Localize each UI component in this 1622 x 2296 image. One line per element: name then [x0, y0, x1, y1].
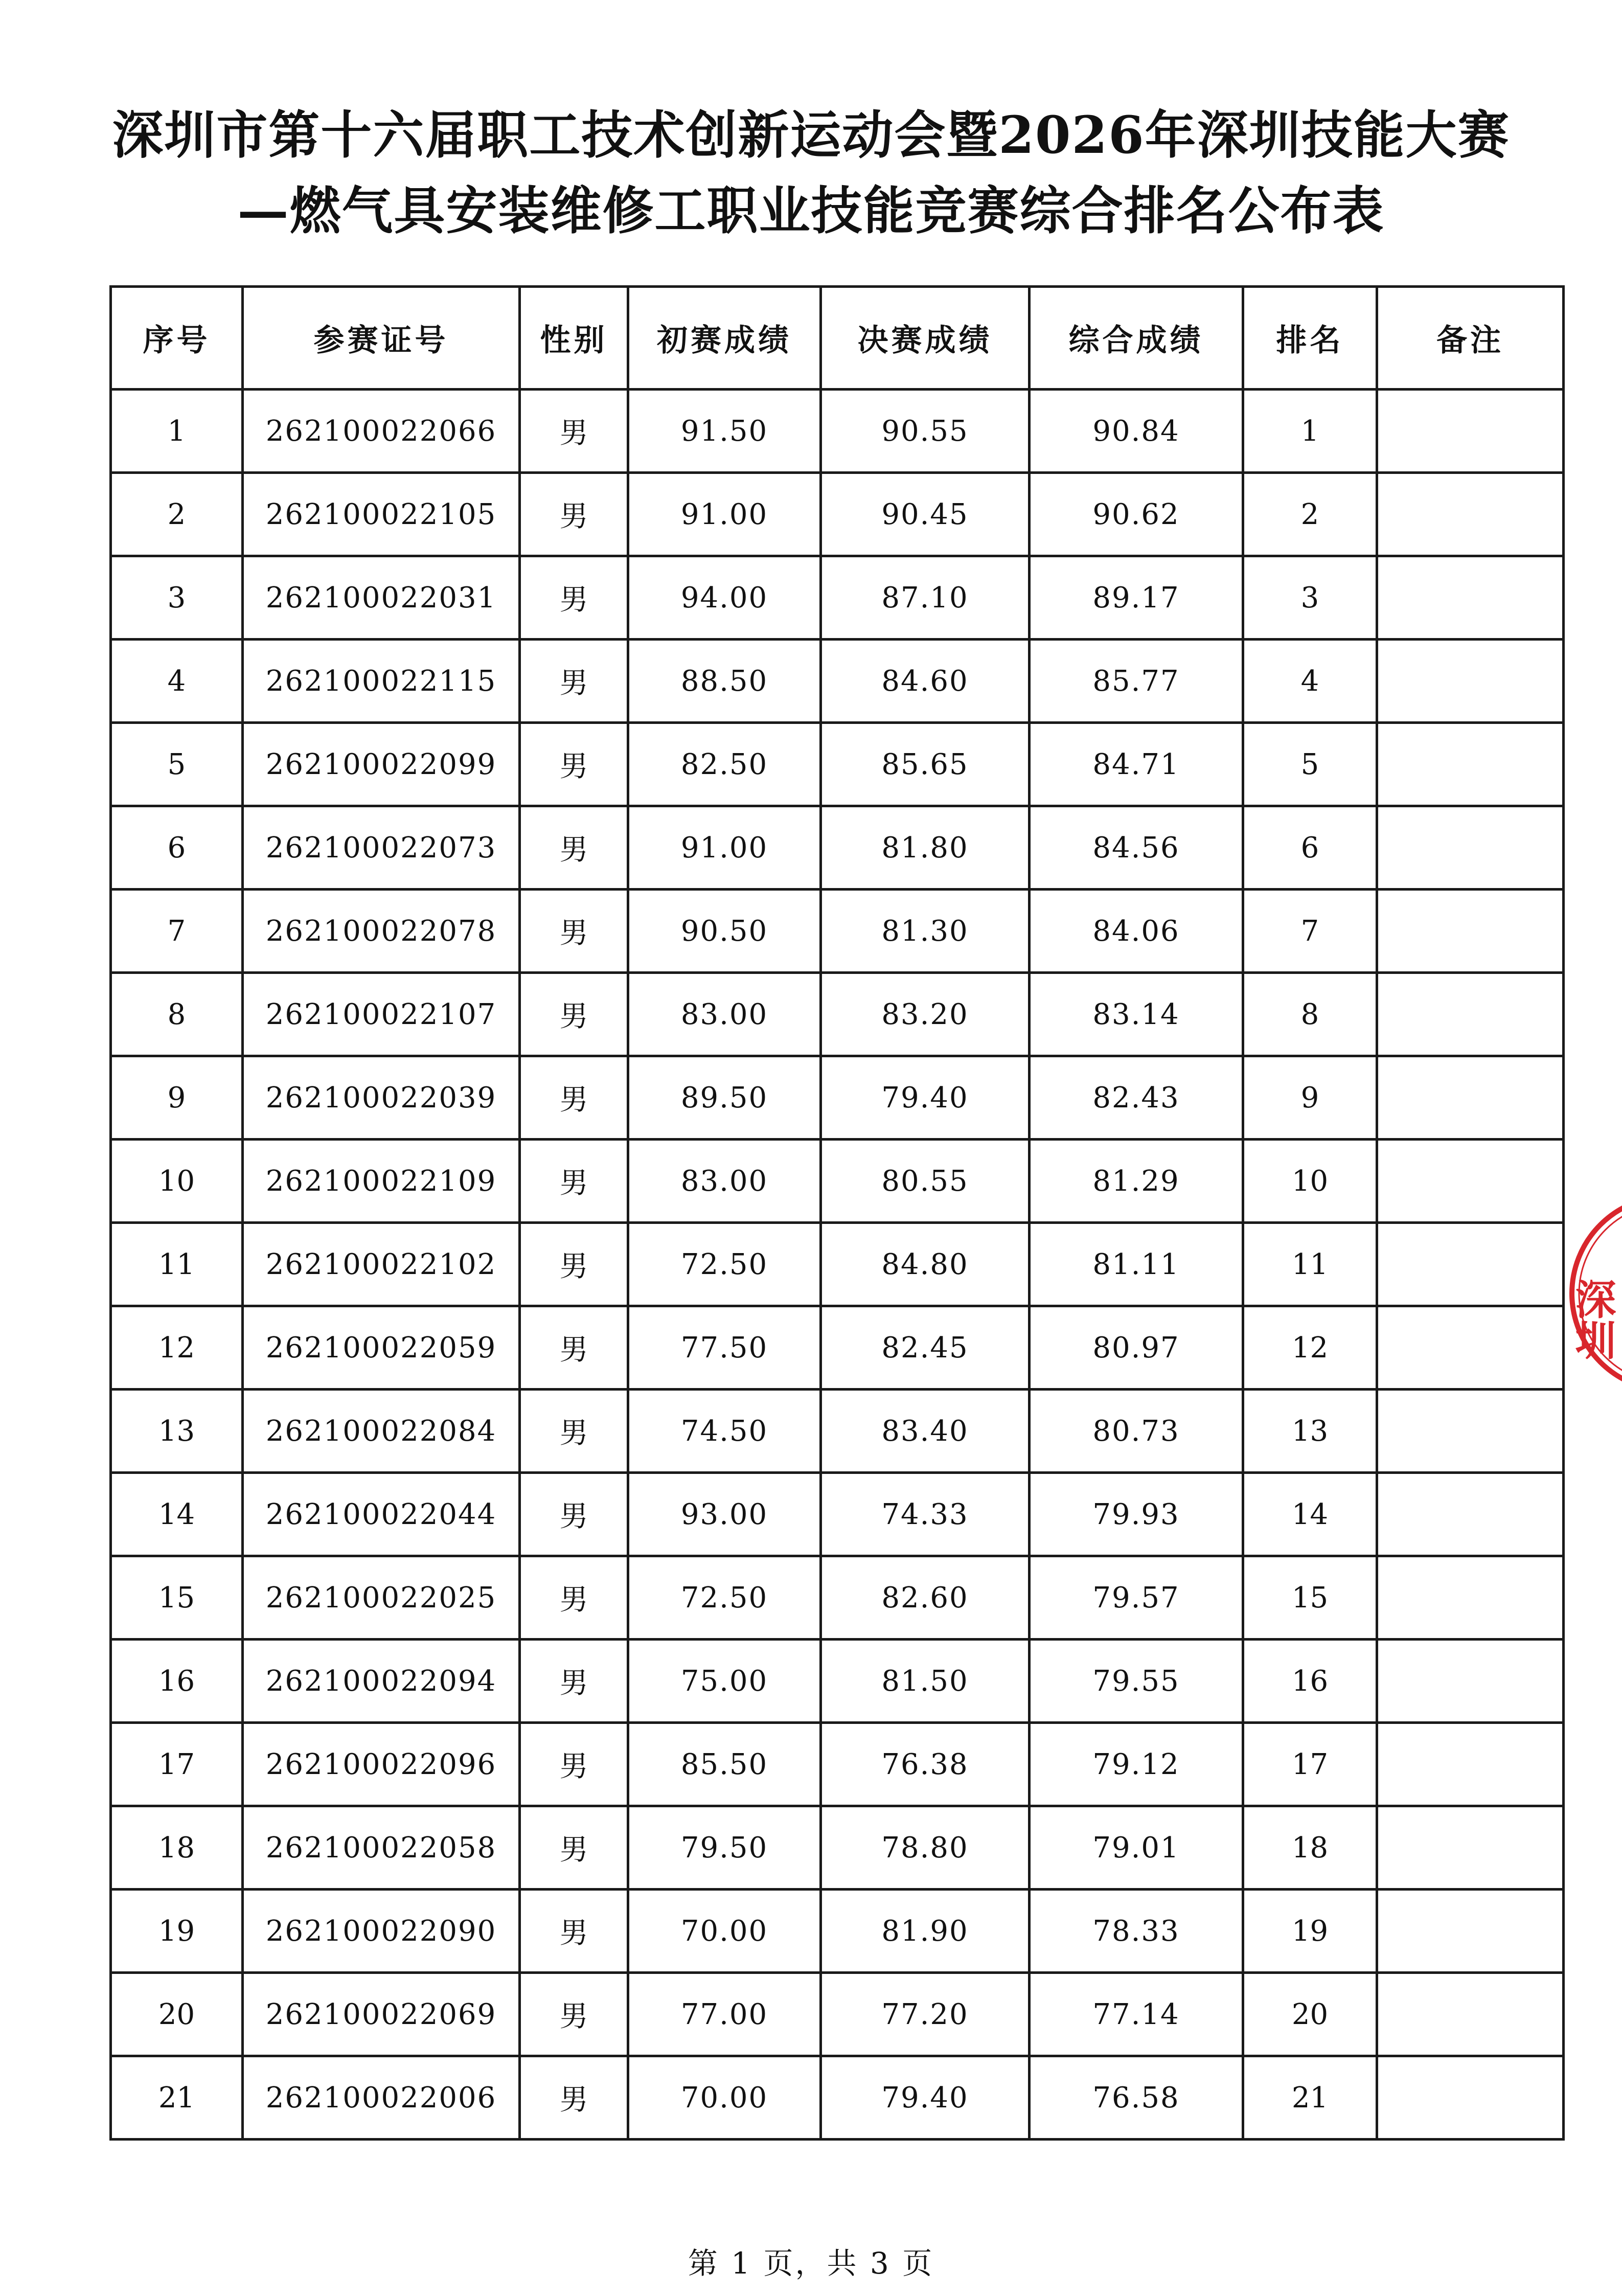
svg-text:深圳: 深圳 — [1568, 1278, 1616, 1360]
cell-final-score: 81.50 — [821, 1640, 1030, 1723]
cell-remarks — [1377, 1140, 1564, 1223]
table-row — [111, 1723, 1564, 1806]
ranking-table — [109, 285, 1565, 2141]
cell-gender: 男 — [520, 556, 628, 640]
cell-preliminary-score: 83.00 — [628, 1140, 821, 1223]
cell-index: 19 — [111, 1890, 243, 1973]
cell-entry-number: 262100022025 — [243, 1556, 520, 1640]
cell-rank: 12 — [1243, 1306, 1377, 1390]
cell-gender: 男 — [520, 2056, 628, 2140]
cell-index: 8 — [111, 973, 243, 1056]
cell-remarks — [1377, 806, 1564, 890]
cell-remarks — [1377, 1390, 1564, 1473]
cell-remarks — [1377, 473, 1564, 556]
cell-entry-number: 262100022039 — [243, 1056, 520, 1140]
cell-index: 18 — [111, 1806, 243, 1890]
table-row — [111, 1473, 1564, 1556]
cell-overall-score: 76.58 — [1030, 2056, 1243, 2140]
cell-rank: 9 — [1243, 1056, 1377, 1140]
cell-preliminary-score: 82.50 — [628, 723, 821, 806]
table-row — [111, 723, 1564, 806]
cell-entry-number: 262100022102 — [243, 1223, 520, 1306]
cell-index: 17 — [111, 1723, 243, 1806]
cell-remarks — [1377, 640, 1564, 723]
table-row — [111, 1556, 1564, 1640]
cell-rank: 15 — [1243, 1556, 1377, 1640]
cell-final-score: 74.33 — [821, 1473, 1030, 1556]
cell-preliminary-score: 91.00 — [628, 473, 821, 556]
cell-rank: 17 — [1243, 1723, 1377, 1806]
cell-entry-number: 262100022109 — [243, 1140, 520, 1223]
column-header: 参赛证号 — [243, 287, 520, 390]
cell-gender: 男 — [520, 1640, 628, 1723]
cell-preliminary-score: 72.50 — [628, 1556, 821, 1640]
cell-rank: 7 — [1243, 890, 1377, 973]
cell-entry-number: 262100022115 — [243, 640, 520, 723]
cell-final-score: 87.10 — [821, 556, 1030, 640]
cell-overall-score: 80.73 — [1030, 1390, 1243, 1473]
cell-rank: 13 — [1243, 1390, 1377, 1473]
cell-index: 5 — [111, 723, 243, 806]
table-row — [111, 2056, 1564, 2140]
cell-index: 3 — [111, 556, 243, 640]
cell-entry-number: 262100022044 — [243, 1473, 520, 1556]
document-title — [0, 97, 1622, 248]
cell-final-score: 90.55 — [821, 390, 1030, 473]
cell-gender: 男 — [520, 1973, 628, 2056]
cell-final-score: 83.40 — [821, 1390, 1030, 1473]
cell-remarks — [1377, 1973, 1564, 2056]
cell-remarks — [1377, 1890, 1564, 1973]
cell-gender: 男 — [520, 390, 628, 473]
column-header: 性别 — [520, 287, 628, 390]
table-row — [111, 1390, 1564, 1473]
table-row — [111, 473, 1564, 556]
cell-entry-number: 262100022096 — [243, 1723, 520, 1806]
cell-gender: 男 — [520, 973, 628, 1056]
cell-rank: 3 — [1243, 556, 1377, 640]
cell-overall-score: 80.97 — [1030, 1306, 1243, 1390]
cell-entry-number: 262100022099 — [243, 723, 520, 806]
seal-stamp-graphic — [1557, 1191, 1622, 1396]
cell-overall-score: 77.14 — [1030, 1973, 1243, 2056]
cell-remarks — [1377, 723, 1564, 806]
cell-index: 4 — [111, 640, 243, 723]
cell-final-score: 84.80 — [821, 1223, 1030, 1306]
cell-rank: 6 — [1243, 806, 1377, 890]
cell-remarks — [1377, 890, 1564, 973]
cell-preliminary-score: 85.50 — [628, 1723, 821, 1806]
cell-index: 12 — [111, 1306, 243, 1390]
cell-index: 13 — [111, 1390, 243, 1473]
cell-overall-score: 79.01 — [1030, 1806, 1243, 1890]
cell-final-score: 82.60 — [821, 1556, 1030, 1640]
cell-gender: 男 — [520, 723, 628, 806]
cell-gender: 男 — [520, 806, 628, 890]
cell-remarks — [1377, 1640, 1564, 1723]
cell-final-score: 90.45 — [821, 473, 1030, 556]
cell-rank: 20 — [1243, 1973, 1377, 2056]
cell-entry-number: 262100022066 — [243, 390, 520, 473]
cell-gender: 男 — [520, 1890, 628, 1973]
cell-entry-number: 262100022006 — [243, 2056, 520, 2140]
cell-index: 9 — [111, 1056, 243, 1140]
cell-final-score: 84.60 — [821, 640, 1030, 723]
cell-index: 16 — [111, 1640, 243, 1723]
cell-final-score: 79.40 — [821, 2056, 1030, 2140]
cell-remarks — [1377, 1723, 1564, 1806]
column-header: 排名 — [1243, 287, 1377, 390]
cell-entry-number: 262100022073 — [243, 806, 520, 890]
cell-preliminary-score: 93.00 — [628, 1473, 821, 1556]
cell-overall-score: 81.11 — [1030, 1223, 1243, 1306]
title-line-1: 深圳市第十六届职工技术创新运动会暨2026年深圳技能大赛 — [112, 105, 1510, 165]
cell-final-score: 77.20 — [821, 1973, 1030, 2056]
cell-rank: 10 — [1243, 1140, 1377, 1223]
cell-preliminary-score: 91.00 — [628, 806, 821, 890]
cell-preliminary-score: 91.50 — [628, 390, 821, 473]
cell-overall-score: 85.77 — [1030, 640, 1243, 723]
table-row — [111, 1223, 1564, 1306]
cell-rank: 14 — [1243, 1473, 1377, 1556]
title-line-2: —燃气具安装维修工职业技能竞赛综合排名公布表 — [237, 180, 1385, 241]
cell-preliminary-score: 75.00 — [628, 1640, 821, 1723]
cell-rank: 21 — [1243, 2056, 1377, 2140]
cell-overall-score: 79.12 — [1030, 1723, 1243, 1806]
cell-preliminary-score: 79.50 — [628, 1806, 821, 1890]
cell-index: 15 — [111, 1556, 243, 1640]
cell-preliminary-score: 90.50 — [628, 890, 821, 973]
cell-final-score: 79.40 — [821, 1056, 1030, 1140]
cell-remarks — [1377, 1223, 1564, 1306]
official-seal-stamp — [1557, 1191, 1622, 1396]
cell-overall-score: 82.43 — [1030, 1056, 1243, 1140]
cell-overall-score: 81.29 — [1030, 1140, 1243, 1223]
cell-final-score: 78.80 — [821, 1806, 1030, 1890]
cell-preliminary-score: 72.50 — [628, 1223, 821, 1306]
cell-gender: 男 — [520, 1223, 628, 1306]
cell-overall-score: 83.14 — [1030, 973, 1243, 1056]
cell-index: 11 — [111, 1223, 243, 1306]
cell-remarks — [1377, 1473, 1564, 1556]
cell-final-score: 81.80 — [821, 806, 1030, 890]
cell-overall-score: 84.56 — [1030, 806, 1243, 890]
cell-entry-number: 262100022069 — [243, 1973, 520, 2056]
table-row — [111, 556, 1564, 640]
cell-preliminary-score: 70.00 — [628, 1890, 821, 1973]
cell-rank: 1 — [1243, 390, 1377, 473]
table-body — [111, 390, 1564, 2140]
table-row — [111, 1973, 1564, 2056]
cell-overall-score: 89.17 — [1030, 556, 1243, 640]
table-row — [111, 390, 1564, 473]
cell-final-score: 81.30 — [821, 890, 1030, 973]
cell-remarks — [1377, 556, 1564, 640]
cell-entry-number: 262100022058 — [243, 1806, 520, 1890]
cell-preliminary-score: 77.00 — [628, 1973, 821, 2056]
cell-entry-number: 262100022031 — [243, 556, 520, 640]
column-header: 备注 — [1377, 287, 1564, 390]
cell-entry-number: 262100022059 — [243, 1306, 520, 1390]
cell-preliminary-score: 70.00 — [628, 2056, 821, 2140]
cell-preliminary-score: 77.50 — [628, 1306, 821, 1390]
cell-entry-number: 262100022084 — [243, 1390, 520, 1473]
cell-index: 14 — [111, 1473, 243, 1556]
cell-index: 21 — [111, 2056, 243, 2140]
table-row — [111, 1640, 1564, 1723]
table-row — [111, 973, 1564, 1056]
cell-gender: 男 — [520, 1723, 628, 1806]
table-row — [111, 890, 1564, 973]
cell-gender: 男 — [520, 1473, 628, 1556]
page-footer: 第 1 页，共 3 页 — [688, 2246, 934, 2281]
cell-overall-score: 79.93 — [1030, 1473, 1243, 1556]
cell-overall-score: 90.62 — [1030, 473, 1243, 556]
column-header: 决赛成绩 — [821, 287, 1030, 390]
cell-gender: 男 — [520, 1140, 628, 1223]
cell-gender: 男 — [520, 890, 628, 973]
table-header-row — [111, 287, 1564, 390]
cell-gender: 男 — [520, 1806, 628, 1890]
cell-remarks — [1377, 1806, 1564, 1890]
table-row — [111, 1306, 1564, 1390]
cell-remarks — [1377, 1306, 1564, 1390]
cell-overall-score: 84.06 — [1030, 890, 1243, 973]
cell-gender: 男 — [520, 1056, 628, 1140]
cell-final-score: 76.38 — [821, 1723, 1030, 1806]
cell-rank: 16 — [1243, 1640, 1377, 1723]
cell-rank: 8 — [1243, 973, 1377, 1056]
cell-gender: 男 — [520, 1390, 628, 1473]
table-row — [111, 640, 1564, 723]
cell-overall-score: 79.55 — [1030, 1640, 1243, 1723]
cell-overall-score: 84.71 — [1030, 723, 1243, 806]
cell-overall-score: 90.84 — [1030, 390, 1243, 473]
cell-index: 6 — [111, 806, 243, 890]
cell-index: 2 — [111, 473, 243, 556]
cell-final-score: 81.90 — [821, 1890, 1030, 1973]
cell-preliminary-score: 89.50 — [628, 1056, 821, 1140]
cell-remarks — [1377, 1556, 1564, 1640]
column-header: 初赛成绩 — [628, 287, 821, 390]
cell-index: 20 — [111, 1973, 243, 2056]
cell-preliminary-score: 74.50 — [628, 1390, 821, 1473]
cell-final-score: 80.55 — [821, 1140, 1030, 1223]
cell-final-score: 83.20 — [821, 973, 1030, 1056]
column-header: 综合成绩 — [1030, 287, 1243, 390]
cell-remarks — [1377, 973, 1564, 1056]
cell-remarks — [1377, 2056, 1564, 2140]
cell-entry-number: 262100022090 — [243, 1890, 520, 1973]
column-header: 序号 — [111, 287, 243, 390]
cell-gender: 男 — [520, 1306, 628, 1390]
cell-rank: 18 — [1243, 1806, 1377, 1890]
cell-gender: 男 — [520, 1556, 628, 1640]
cell-remarks — [1377, 390, 1564, 473]
cell-preliminary-score: 88.50 — [628, 640, 821, 723]
cell-entry-number: 262100022107 — [243, 973, 520, 1056]
cell-index: 7 — [111, 890, 243, 973]
cell-rank: 19 — [1243, 1890, 1377, 1973]
cell-overall-score: 78.33 — [1030, 1890, 1243, 1973]
cell-preliminary-score: 83.00 — [628, 973, 821, 1056]
cell-gender: 男 — [520, 640, 628, 723]
cell-overall-score: 79.57 — [1030, 1556, 1243, 1640]
cell-rank: 4 — [1243, 640, 1377, 723]
table-row — [111, 1140, 1564, 1223]
cell-rank: 11 — [1243, 1223, 1377, 1306]
cell-entry-number: 262100022078 — [243, 890, 520, 973]
cell-final-score: 82.45 — [821, 1306, 1030, 1390]
cell-index: 10 — [111, 1140, 243, 1223]
cell-preliminary-score: 94.00 — [628, 556, 821, 640]
cell-remarks — [1377, 1056, 1564, 1140]
table-row — [111, 1806, 1564, 1890]
table-row — [111, 1056, 1564, 1140]
table-row — [111, 806, 1564, 890]
cell-rank: 2 — [1243, 473, 1377, 556]
cell-final-score: 85.65 — [821, 723, 1030, 806]
table-row — [111, 1890, 1564, 1973]
cell-gender: 男 — [520, 473, 628, 556]
cell-index: 1 — [111, 390, 243, 473]
cell-entry-number: 262100022094 — [243, 1640, 520, 1723]
cell-rank: 5 — [1243, 723, 1377, 806]
cell-entry-number: 262100022105 — [243, 473, 520, 556]
